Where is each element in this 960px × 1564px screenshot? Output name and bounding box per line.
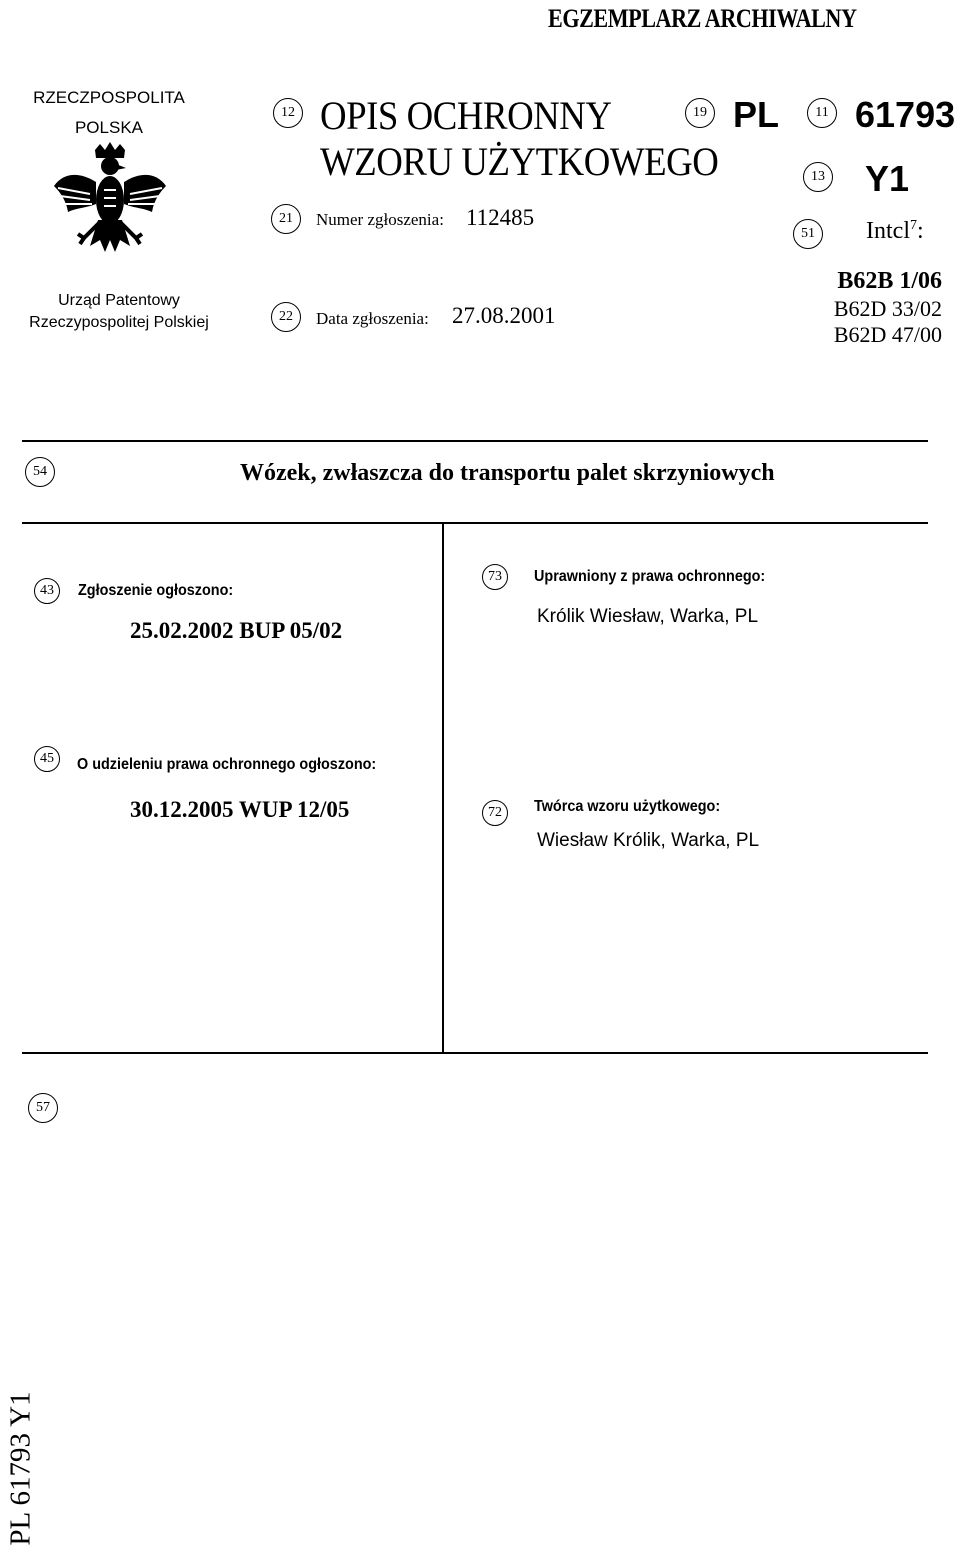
inid-code-21: 21	[271, 204, 301, 234]
inid-code-22: 22	[271, 302, 301, 332]
inid-code-12: 12	[273, 98, 303, 128]
polish-eagle-emblem	[50, 142, 170, 262]
patent-number-value: 61793	[855, 94, 956, 135]
inid-code-51: 51	[793, 219, 823, 249]
application-date-value: 27.08.2001	[452, 303, 556, 328]
divider-top	[22, 440, 928, 442]
classification-label-sup: 7	[909, 218, 917, 233]
inid-code-43: 43	[34, 578, 60, 604]
inid-code-19: 19	[685, 98, 715, 128]
published-label: Zgłoszenie ogłoszono:	[78, 582, 234, 599]
utility-model-title: Wózek, zwłaszcza do transportu palet skrzyniowych	[240, 460, 775, 486]
holder-value: Królik Wiesław, Warka, PL	[537, 606, 759, 627]
application-date-label: Data zgłoszenia:	[316, 309, 429, 328]
classification-label	[866, 218, 924, 245]
inid-code-54: 54	[25, 457, 55, 487]
granted-label: O udzieleniu prawa ochronnego ogłoszono:	[77, 756, 377, 773]
office-name-line1: Urząd Patentowy	[58, 292, 180, 309]
column-divider	[442, 524, 444, 1054]
classification-secondary-2: B62D 47/00	[833, 322, 942, 347]
creator-label: Twórca wzoru użytkowego:	[534, 798, 721, 815]
inid-code-57: 57	[28, 1093, 58, 1123]
country-name-line1: RZECZPOSPOLITA	[33, 88, 185, 107]
country-name-line2: POLSKA	[74, 118, 144, 137]
inid-code-13: 13	[803, 162, 833, 192]
granted-value: 30.12.2005 WUP 12/05	[130, 797, 350, 822]
inid-code-72: 72	[482, 800, 508, 826]
divider-title	[22, 522, 928, 524]
holder-label: Uprawniony z prawa ochronnego:	[534, 568, 766, 585]
kind-code-value: Y1	[865, 158, 910, 199]
inid-code-73: 73	[482, 564, 508, 590]
application-number-value: 112485	[466, 205, 535, 230]
document-type-line2: WZORU UŻYTKOWEGO	[320, 139, 719, 184]
creator-value: Wiesław Królik, Warka, PL	[537, 830, 760, 851]
classification-label-text: Intcl	[866, 218, 910, 244]
inid-code-11: 11	[807, 98, 837, 128]
classification-label-suffix: :	[916, 218, 924, 244]
classification-secondary-1: B62D 33/02	[833, 296, 942, 321]
country-code-value: PL	[733, 94, 780, 135]
published-value: 25.02.2002 BUP 05/02	[130, 618, 343, 643]
side-document-label: PL 61793 Y1	[4, 1391, 37, 1546]
divider-bottom	[22, 1052, 928, 1054]
office-name-line2: Rzeczypospolitej Polskiej	[29, 314, 209, 331]
inid-code-45: 45	[34, 746, 60, 772]
archive-stamp: EGZEMPLARZ ARCHIWALNY	[548, 4, 857, 33]
document-type-line1: OPIS OCHRONNY	[320, 93, 612, 138]
classification-primary: B62B 1/06	[837, 268, 942, 294]
application-number-label: Numer zgłoszenia:	[316, 210, 444, 229]
